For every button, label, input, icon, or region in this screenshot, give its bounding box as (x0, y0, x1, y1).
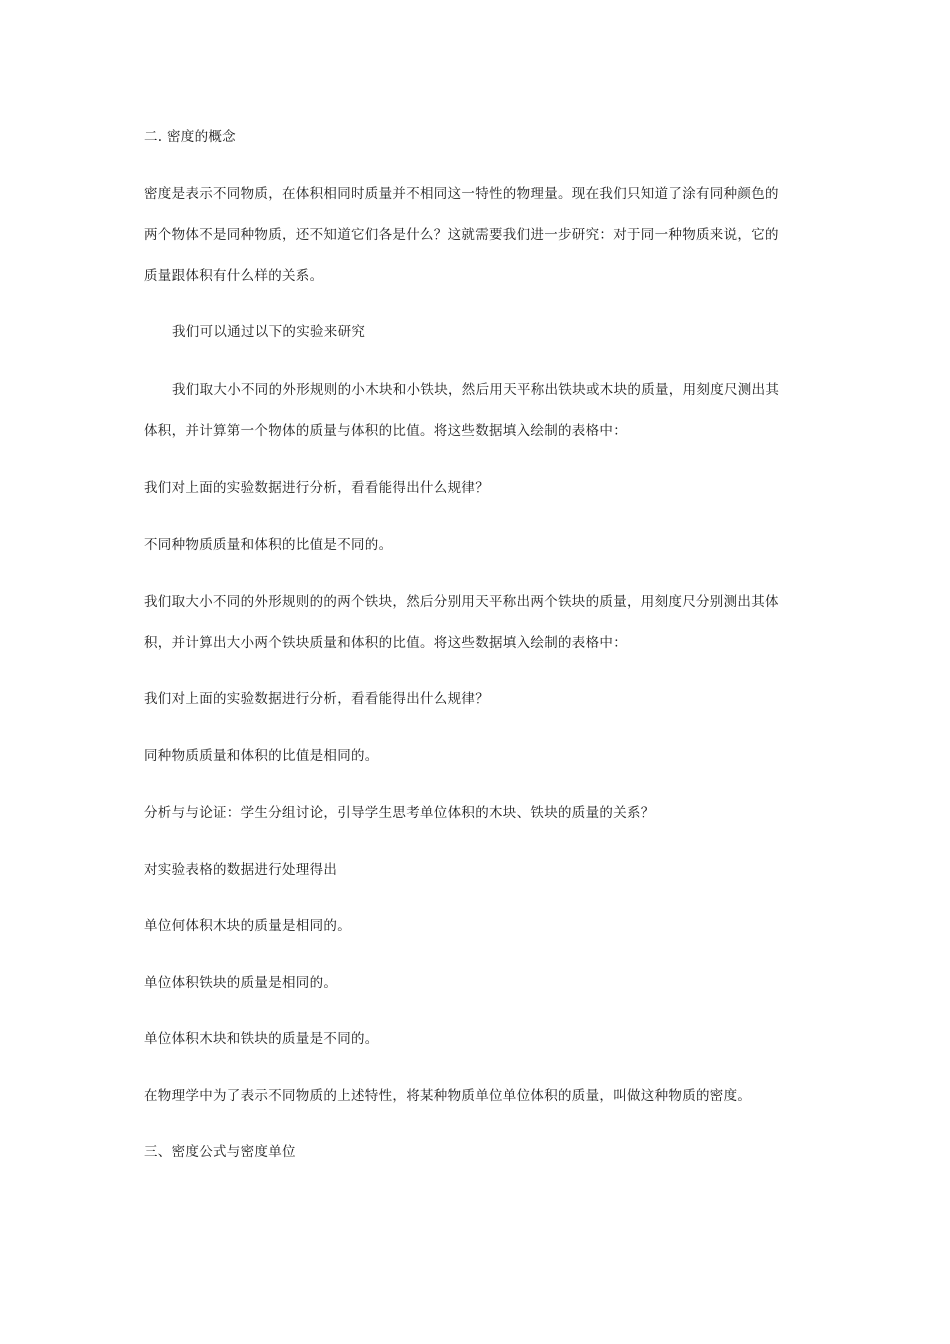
paragraph-line: 积，并计算出大小两个铁块质量和体积的比值。将这些数据填入绘制的表格中： (144, 635, 627, 651)
paragraph-line: 我们可以通过以下的实验来研究 (172, 324, 366, 340)
section-heading-density-formula: 三、密度公式与密度单位 (144, 1144, 296, 1160)
paragraph-line: 我们对上面的实验数据进行分析，看看能得出什么规律？ (144, 480, 489, 496)
paragraph-line: 单位体积木块和铁块的质量是不同的。 (144, 1031, 379, 1047)
paragraph-line: 单位何体积木块的质量是相同的。 (144, 918, 351, 934)
paragraph-line: 密度是表示不同物质，在体积相同时质量并不相同这一特性的物理量。现在我们只知道了涂有同种颜色的 (144, 186, 779, 202)
paragraph-line: 体积，并计算第一个物体的质量与体积的比值。将这些数据填入绘制的表格中： (144, 423, 627, 439)
paragraph-line: 单位体积铁块的质量是相同的。 (144, 975, 338, 991)
paragraph-line: 对实验表格的数据进行处理得出 (144, 862, 338, 878)
paragraph-line: 在物理学中为了表示不同物质的上述特性，将某种物质单位单位体积的质量，叫做这种物质的密度。 (144, 1088, 752, 1104)
paragraph-line: 分析与与论证：学生分组讨论，引导学生思考单位体积的木块、铁块的质量的关系？ (144, 805, 655, 821)
paragraph-line: 我们对上面的实验数据进行分析，看看能得出什么规律？ (144, 691, 489, 707)
paragraph-line: 我们取大小不同的外形规则的小木块和小铁块，然后用天平称出铁块或木块的质量，用刻度尺测出其 (172, 382, 780, 398)
section-heading-density-concept: 二. 密度的概念 (144, 129, 236, 145)
paragraph-line: 不同种物质质量和体积的比值是不同的。 (144, 537, 393, 553)
paragraph-line: 质量跟体积有什么样的关系。 (144, 268, 324, 284)
paragraph-line: 同种物质质量和体积的比值是相同的。 (144, 748, 379, 764)
paragraph-line: 两个物体不是同种物质，还不知道它们各是什么？这就需要我们进一步研究：对于同一种物质来说，它的 (144, 227, 779, 243)
paragraph-line: 我们取大小不同的外形规则的的两个铁块，然后分别用天平称出两个铁块的质量，用刻度尺分别测出其体 (144, 594, 779, 610)
